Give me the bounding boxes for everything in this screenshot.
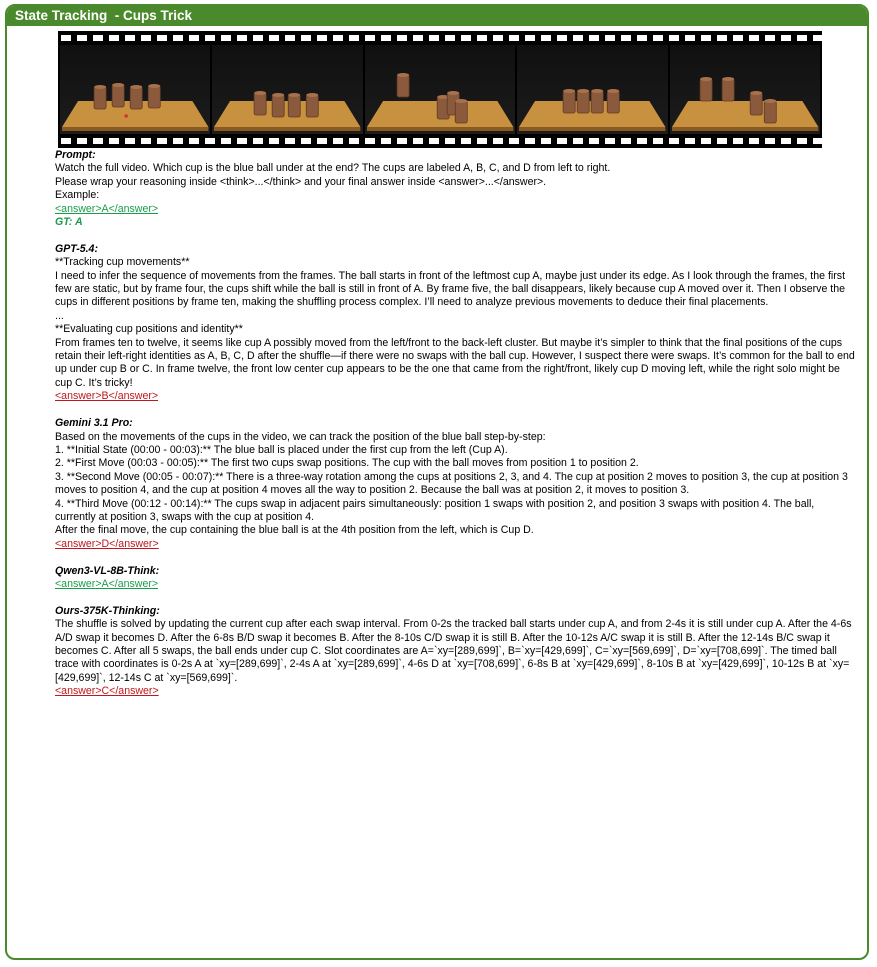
video-frame xyxy=(60,45,210,134)
gemini-line: 1. **Initial State (00:00 - 00:03):** The blue ball is placed under the first cup from the left (Cup A). xyxy=(55,443,508,456)
film-perforation-top xyxy=(58,33,822,43)
prompt-line: Watch the full video. Which cup is the blue ball under at the end? The cups are labeled A, B, C, and D from left to right. xyxy=(55,162,611,175)
prompt-line: Please wrap your reasoning inside <think>...</think> and your final answer inside <answer>...</answer>. xyxy=(55,175,547,188)
ours-answer: <answer>C</answer> xyxy=(55,685,159,698)
gpt-answer: <answer>B</answer> xyxy=(55,390,159,403)
gpt-ellipsis: ... xyxy=(55,309,64,322)
content xyxy=(55,149,855,699)
gpt-label: GPT-5.4: xyxy=(55,242,98,255)
gpt-heading: **Evaluating cup positions and identity** xyxy=(55,323,243,336)
prompt-label: Prompt: xyxy=(55,149,96,161)
video-frame xyxy=(670,45,820,134)
gemini-line: 3. **Second Move (00:05 - 00:07):** There is a three-way rotation among the cups at positions 2, 3, and 4. The cup at position 2 moves to position 3, the cup at position 3 moves to position 4, and the cup at position 4 moves all the way to position 2. Because the ball was at position 2, it moves to position 3. xyxy=(55,470,848,497)
gemini-answer: <answer>D</answer> xyxy=(55,537,159,550)
qwen-answer: <answer>A</answer> xyxy=(55,577,159,590)
gpt-paragraph: I need to infer the sequence of movements from the frames. The ball starts in front of the leftmost cup A, maybe just under its edge. As I look through the frames, the first few are static, but by frame four, the cups shift while the ball is still in front of A. By frame five, the ball disappears, likely because cup A moved over it. Then I observe the cups in different positions by frame ten, making the shuffling process complex. I’ll need to analyze previous movements to deduce their final placements. xyxy=(55,269,846,309)
gemini-line: 2. **First Move (00:03 - 00:05):** The first two cups swap positions. The cup with the ball moves from position 1 to position 2. xyxy=(55,457,639,470)
ours-paragraph: The shuffle is solved by updating the current cup after each swap interval. From 0-2s the tracked ball starts under cup A, and from 2-4s it is still under cup A. After the 4-6s A/D swap it becomes D. After the 6-8s B/D swap it becomes B. After the 8-10s C/D swap it is still B. After the 10-12s A/C swap it is still B. After the 12-14s B/C swap it becomes C. After all 5 swaps, the ball ends under cup C. Slot coordinates are A=`xy=[289,699]`, B=`xy=[429,699]`, C=`xy=[569,699]`, D=`xy=[708,699]`. The timed ball trace with coordinates is 0-2s A at `xy=[289,699]`, 2-4s A at `xy=[289,699]`, 4-6s D at `xy=[708,699]`, 6-8s B at `xy=[429,699]`, 8-10s B at `xy=[429,699]`, 10-12s B at `xy=[429,699]`, 12-14s C at `xy=[569,699]`. xyxy=(55,618,852,684)
film-perforation-bottom xyxy=(58,136,822,146)
ours-label: Ours-375K-Thinking: xyxy=(55,604,160,617)
gemini-line: 4. **Third Move (00:12 - 00:14):** The cups swap in adjacent pairs simultaneously: position 1 swaps with position 2, and position 3 swaps with position 4. The ball, currently at position 3, swaps with the cup at position 4. xyxy=(55,497,815,523)
card-title: State Tracking - Cups Trick xyxy=(7,6,867,26)
video-filmstrip xyxy=(58,31,822,148)
video-frame xyxy=(212,45,362,134)
qwen-label: Qwen3-VL-8B-Think: xyxy=(55,564,160,577)
video-frame xyxy=(365,45,515,134)
prompt-line: Example: xyxy=(55,189,100,202)
example-answer: <answer>A</answer> xyxy=(55,202,159,215)
video-frames xyxy=(60,45,820,134)
gpt-heading: **Tracking cup movements** xyxy=(55,256,190,269)
ground-truth: GT: A xyxy=(55,216,83,229)
gemini-line: Based on the movements of the cups in the video, we can track the position of the blue ball step-by-step: xyxy=(55,430,546,443)
gemini-label: Gemini 3.1 Pro: xyxy=(55,417,133,430)
video-frame xyxy=(517,45,667,134)
gpt-paragraph: From frames ten to twelve, it seems like cup A possibly moved from the left/front to the back-left cluster. But maybe it’s simpler to think that the final positions of the cups retain their left-right identities as A, B, C, D after the shuffle—if there were no swaps with the ball cup. However, I suspect there were swaps. It’s common for the ball to end up under cup B or C. In frame twelve, the front low center cup appears to be the one that came from the right/front, likely cup D moving left, while the right solo might be cup C. It’s tricky! xyxy=(55,336,855,389)
cups-trick-card xyxy=(5,4,869,960)
gemini-line: After the final move, the cup containing the blue ball is at the 4th position from the left, which is Cup D. xyxy=(55,524,534,537)
